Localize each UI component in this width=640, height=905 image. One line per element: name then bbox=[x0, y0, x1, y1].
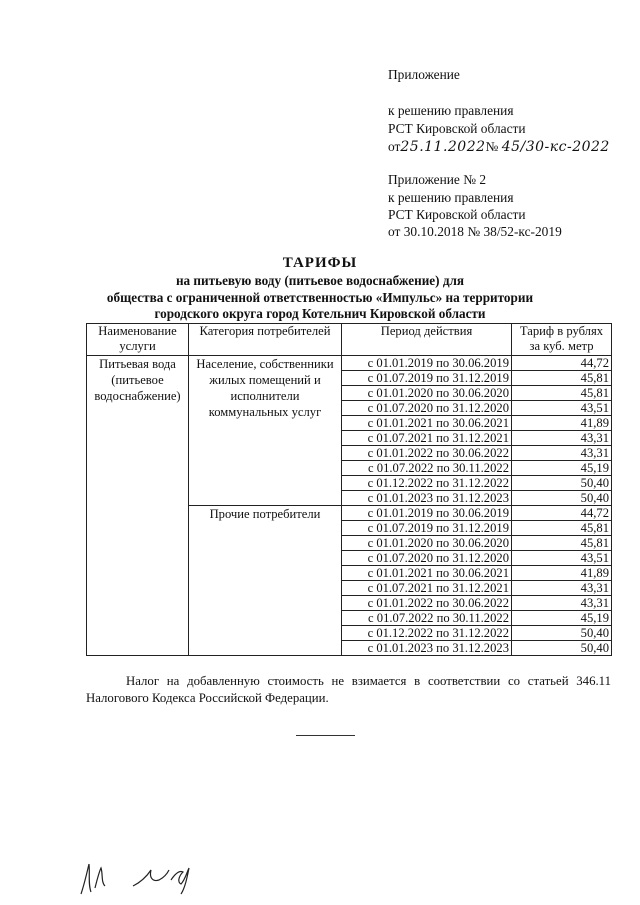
tariff-cell: 41,89 bbox=[512, 566, 612, 581]
tariff-cell: 43,31 bbox=[512, 446, 612, 461]
consumer-category-cell: Прочие потребители bbox=[189, 506, 342, 656]
date-prefix: от bbox=[388, 139, 401, 154]
tariff-cell: 45,19 bbox=[512, 461, 612, 476]
tariff-cell: 43,31 bbox=[512, 431, 612, 446]
period-cell: с 01.07.2021 по 31.12.2021 bbox=[342, 581, 512, 596]
tariff-cell: 45,81 bbox=[512, 386, 612, 401]
column-header-service: Наименование услуги bbox=[87, 324, 189, 356]
period-cell: с 01.01.2022 по 30.06.2022 bbox=[342, 596, 512, 611]
column-header-category: Категория потребителей bbox=[189, 324, 342, 356]
period-cell: с 01.01.2021 по 30.06.2021 bbox=[342, 416, 512, 431]
tariff-cell: 43,51 bbox=[512, 401, 612, 416]
handwritten-number: 45/30-кс-2022 bbox=[501, 139, 610, 155]
tariff-cell: 45,81 bbox=[512, 371, 612, 386]
tariff-cell: 43,51 bbox=[512, 551, 612, 566]
period-cell: с 01.01.2023 по 31.12.2023 bbox=[342, 641, 512, 656]
decision2-date-line: от 30.10.2018 № 38/52-кс-2019 bbox=[388, 224, 562, 239]
period-cell: с 01.07.2019 по 31.12.2019 bbox=[342, 521, 512, 536]
column-header-period: Период действия bbox=[342, 324, 512, 356]
tariff-cell: 50,40 bbox=[512, 491, 612, 506]
period-cell: с 01.01.2021 по 30.06.2021 bbox=[342, 566, 512, 581]
period-cell: с 01.07.2021 по 31.12.2021 bbox=[342, 431, 512, 446]
tariff-cell: 45,81 bbox=[512, 536, 612, 551]
appendix2-label: Приложение № 2 bbox=[388, 172, 487, 187]
tariff-cell: 45,19 bbox=[512, 611, 612, 626]
tariff-cell: 50,40 bbox=[512, 641, 612, 656]
tariff-cell: 43,31 bbox=[512, 596, 612, 611]
tariff-cell: 44,72 bbox=[512, 506, 612, 521]
decision-date-line bbox=[388, 138, 610, 156]
period-cell: с 01.07.2019 по 31.12.2019 bbox=[342, 371, 512, 386]
period-cell: с 01.12.2022 по 31.12.2022 bbox=[342, 626, 512, 641]
title-line-1: на питьевую воду (питьевое водоснабжение) для bbox=[175, 273, 465, 288]
period-cell: с 01.01.2019 по 30.06.2019 bbox=[342, 356, 512, 371]
tariffs-table bbox=[86, 323, 612, 656]
period-cell: с 01.07.2020 по 31.12.2020 bbox=[342, 401, 512, 416]
tariff-cell: 43,31 bbox=[512, 581, 612, 596]
divider-line bbox=[296, 735, 355, 736]
period-cell: с 01.01.2020 по 30.06.2020 bbox=[342, 536, 512, 551]
tariff-cell: 44,72 bbox=[512, 356, 612, 371]
tariff-cell: 50,40 bbox=[512, 626, 612, 641]
period-cell: с 01.07.2022 по 30.11.2022 bbox=[342, 611, 512, 626]
period-cell: с 01.01.2023 по 31.12.2023 bbox=[342, 491, 512, 506]
period-cell: с 01.01.2022 по 30.06.2022 bbox=[342, 446, 512, 461]
rst2-line: РСТ Кировской области bbox=[388, 207, 526, 222]
table-header-row bbox=[87, 324, 612, 356]
decision-line: к решению правления bbox=[388, 103, 514, 118]
number-sign: № bbox=[485, 139, 499, 154]
title-line-3: городского округа город Котельнич Кировской области bbox=[154, 306, 486, 321]
title-line-2: общества с ограниченной ответственностью «Импульс» на территории bbox=[106, 290, 534, 305]
document-title: ТАРИФЫ bbox=[282, 255, 358, 271]
tariff-cell: 50,40 bbox=[512, 476, 612, 491]
tariff-cell: 45,81 bbox=[512, 521, 612, 536]
period-cell: с 01.01.2019 по 30.06.2019 bbox=[342, 506, 512, 521]
handwritten-signature-icon bbox=[75, 858, 215, 898]
service-name-cell: Питьевая вода (питьевое водоснабжение) bbox=[87, 356, 189, 656]
tariff-cell: 41,89 bbox=[512, 416, 612, 431]
consumer-category-cell: Население, собственники жилых помещений и исполнители коммунальных услуг bbox=[189, 356, 342, 506]
period-cell: с 01.07.2020 по 31.12.2020 bbox=[342, 551, 512, 566]
table-row bbox=[87, 356, 612, 371]
period-cell: с 01.01.2020 по 30.06.2020 bbox=[342, 386, 512, 401]
decision2-line: к решению правления bbox=[388, 190, 514, 205]
vat-note: Налог на добавленную стоимость не взимается в соответствии со статьей 346.11 Налогового Кодекса Российской Федерации. bbox=[86, 674, 611, 705]
appendix-label: Приложение bbox=[388, 67, 460, 82]
column-header-tariff: Тариф в рублях за куб. метр bbox=[512, 324, 612, 356]
period-cell: с 01.12.2022 по 31.12.2022 bbox=[342, 476, 512, 491]
period-cell: с 01.07.2022 по 30.11.2022 bbox=[342, 461, 512, 476]
handwritten-date: 25.11.2022 bbox=[400, 139, 486, 155]
rst-line: РСТ Кировской области bbox=[388, 121, 526, 136]
